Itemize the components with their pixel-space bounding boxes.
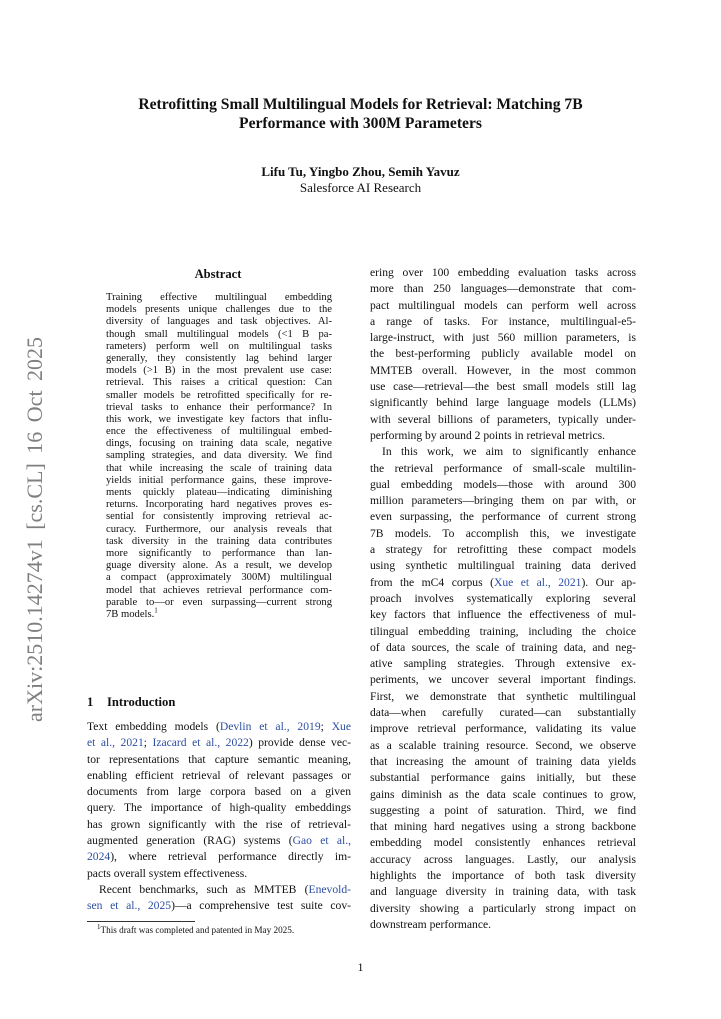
abstract-heading: Abstract (194, 267, 242, 281)
text-line: ments quickly plateau—indicating diminishing (106, 487, 332, 498)
text-line: though small multilingual models (<1 B pa- (106, 328, 332, 340)
text-line: pact multilingual models can perform well across (370, 298, 636, 312)
author-list: Lifu Tu, Yingbo Zhou, Semih Yavuz (261, 164, 460, 179)
text-line: generally, they consistently lag behind larger (106, 352, 332, 364)
text-line: periments, we uncover several important findings. (370, 673, 636, 687)
text-line: the best-performing publicly available model on (370, 347, 636, 361)
footnote-divider (87, 921, 195, 922)
text-line: a range of tasks. For instance, multilingual-e5- (370, 314, 636, 328)
text-line: even surpassing, the performance of current strong (370, 510, 636, 524)
text-line: 2024), where retrieval performance directly im- (87, 850, 351, 864)
citation-link[interactable]: sen et al., 2025 (87, 899, 172, 913)
section-title: Introduction (107, 695, 176, 709)
text-line: and language diversity in training data, with task (370, 885, 636, 899)
intro-right-column (370, 265, 636, 933)
text-line: this work, we investigate key factors that influ- (106, 413, 332, 425)
text-line: Text embedding models (Devlin et al., 2019; Xue (87, 720, 352, 733)
text-line: highlights the importance of both task diversity (370, 868, 636, 882)
text-line: 7B models.$^1$ (106, 606, 158, 620)
text-line: et al., 2021; Izacard et al., 2022) provide dense vec- (87, 736, 352, 750)
text-line: parable to—or even surpassing—current strong (106, 596, 332, 608)
text-line: significantly behind large language models (LLMs) (370, 396, 636, 410)
citation-link[interactable]: Xue (331, 720, 352, 733)
text-line: Recent benchmarks, such as MMTEB (Enevold- (99, 882, 351, 896)
title-line-2: Performance with 300M Parameters (239, 115, 482, 132)
text-line: task diversity in the training data contributes (106, 535, 332, 547)
text-line: In this work, we aim to significantly enhance (382, 445, 636, 459)
text-line: that mining hard negatives using a strong backbone (370, 820, 636, 834)
text-line: substantial performance gains initially, but these (370, 771, 636, 785)
text-line: augmented generation (RAG) systems (Gao et al., (87, 834, 351, 848)
text-line: 7B models. To accomplish this, we investigate (370, 526, 636, 540)
paper-title (95, 95, 626, 133)
text-line: more significantly to performance than lan- (106, 547, 332, 559)
section-heading-introduction (87, 694, 175, 710)
text-line: documents from large corpora based on a given (87, 785, 351, 799)
text-line: returns. Incorporating hard negatives proves es- (106, 499, 332, 511)
text-line: more than 250 languages—demonstrate that com- (370, 282, 636, 296)
text-line: tilingual embedding training, including the choice (370, 624, 636, 638)
text-line: large-instruct, with just 560 million parameters, is (370, 331, 636, 345)
citation-link[interactable]: Izacard et al., 2022 (152, 736, 249, 750)
text-line: performing by around 2 points in retrieval metrics. (370, 428, 606, 442)
text-line: pacts overall system effectiveness. (87, 866, 248, 880)
text-line: key factors that influence the effectiveness of mul- (370, 608, 636, 622)
citation-link[interactable]: et al., 2021 (87, 736, 144, 750)
text-line: using synthetic multilingual training data derived (370, 559, 636, 573)
citation-link[interactable]: Gao et al., (292, 834, 351, 848)
text-line: as a scalable training resource. Second, we observe (370, 738, 636, 752)
abstract-body (106, 292, 332, 621)
text-line: guage diversity alone. As a result, we develop (106, 560, 332, 572)
text-line: models presents unique challenges due to the (106, 304, 332, 316)
text-line: gains diminish as the data scale continues to grow, (370, 787, 636, 801)
text-line: Training effective multilingual embedding (106, 292, 332, 303)
text-line: tor representations that capture semantic meaning, (87, 752, 351, 766)
text-line: accuracy across languages. Lastly, our analysis (370, 852, 636, 866)
text-line: ative sampling strategies. Through extensive ex- (370, 657, 636, 671)
text-line: downstream performance. (370, 917, 492, 931)
section-number: 1 (87, 695, 94, 709)
text-line: has grown significantly with the rise of retrieval- (87, 817, 351, 831)
text-line: use case—retrieval—the best small models still lag (370, 380, 636, 394)
text-line: diversity showing a particularly strong impact on (370, 901, 636, 915)
text-line: embedding model consistently enhances retrieval (370, 836, 636, 850)
text-line: ering over 100 embedding evaluation tasks across (370, 266, 636, 279)
text-line: sen et al., 2025)—a comprehensive test suite cov- (87, 899, 351, 913)
citation-link[interactable]: Devlin et al., 2019 (219, 720, 321, 733)
intro-left-column (87, 719, 351, 915)
text-line: data—when carefully curated—can substantially (370, 706, 636, 720)
title-line-1: Retrofitting Small Multilingual Models for Retrieval: Matching 7B (138, 96, 583, 113)
text-line: models (>1 B) in the most prevalent use case: (106, 365, 332, 377)
text-line: curacy. Furthermore, our analysis reveals that (106, 523, 332, 535)
citation-link[interactable]: 2024 (87, 850, 111, 864)
arxiv-identifier: arXiv:2510.14274v1 [cs.CL] 16 Oct 2025 (22, 336, 47, 722)
footnote-mark: 1 (97, 922, 101, 931)
text-line: First, we demonstrate that synthetic multilingual (370, 689, 636, 703)
text-line: improve retrieval performance, validating its value (370, 722, 636, 736)
text-line: sampling strategies, and data diversity. We find (106, 450, 332, 462)
text-line: smaller models be retrofitted specifically for re- (106, 389, 332, 401)
footnote-text: This draft was completed and patented in May 2025. (100, 925, 295, 935)
text-line: that increasing the amount of training data yields (370, 754, 636, 768)
citation-link[interactable]: Enevold- (308, 882, 351, 896)
text-line: million parameters—bringing them on par with, or (370, 494, 636, 508)
text-line: rameters) perform well on multilingual tasks (106, 340, 332, 352)
text-line: that while increasing the scale of training data (106, 462, 332, 474)
text-line: with several billions of parameters, typically under- (370, 412, 636, 426)
text-line: the retrieval performance of small-scale multilin- (370, 461, 636, 475)
text-line: ence the effectiveness of multilingual embed- (106, 426, 332, 438)
text-line: trieval tasks to enhance their performance? In (106, 401, 332, 413)
text-line: suggesting a point of saturation. Third, we find (370, 803, 636, 817)
text-line: dings, focusing on training data scale, negative (106, 438, 332, 450)
text-line: diversity of languages and task objectives. Al- (106, 316, 332, 328)
text-line: gual embedding models—those with around 300 (370, 477, 636, 491)
text-line: from the mC4 corpus (Xue et al., 2021). Our ap- (370, 575, 636, 589)
text-line: a compact (approximately 300M) multilingual (106, 572, 332, 584)
text-line: model that achieves retrieval performance com- (106, 584, 332, 596)
text-line: yields initial performance gains, these improve- (106, 474, 332, 486)
text-line: retrieval. This raises a critical question: Can (106, 377, 332, 389)
citation-link[interactable]: Xue et al., 2021 (493, 575, 582, 589)
text-line: proach involves systematically exploring several (370, 591, 636, 605)
text-line: enabling efficient retrieval of relevant passages or (87, 768, 351, 782)
affiliation: Salesforce AI Research (299, 180, 422, 195)
text-line: a strategy for retrofitting these compact models (370, 543, 636, 557)
page-number: 1 (357, 960, 364, 974)
text-line: of data sources, the scale of training data, and neg- (370, 640, 636, 654)
footnote-mark[interactable]: 1 (154, 606, 158, 615)
text-line: query. The importance of high-quality embeddings (87, 801, 351, 815)
text-line: MMTEB overall. However, in the most common (370, 363, 636, 377)
text-line: sential for consistently improving retrieval ac- (106, 511, 332, 523)
footnote (97, 922, 357, 936)
